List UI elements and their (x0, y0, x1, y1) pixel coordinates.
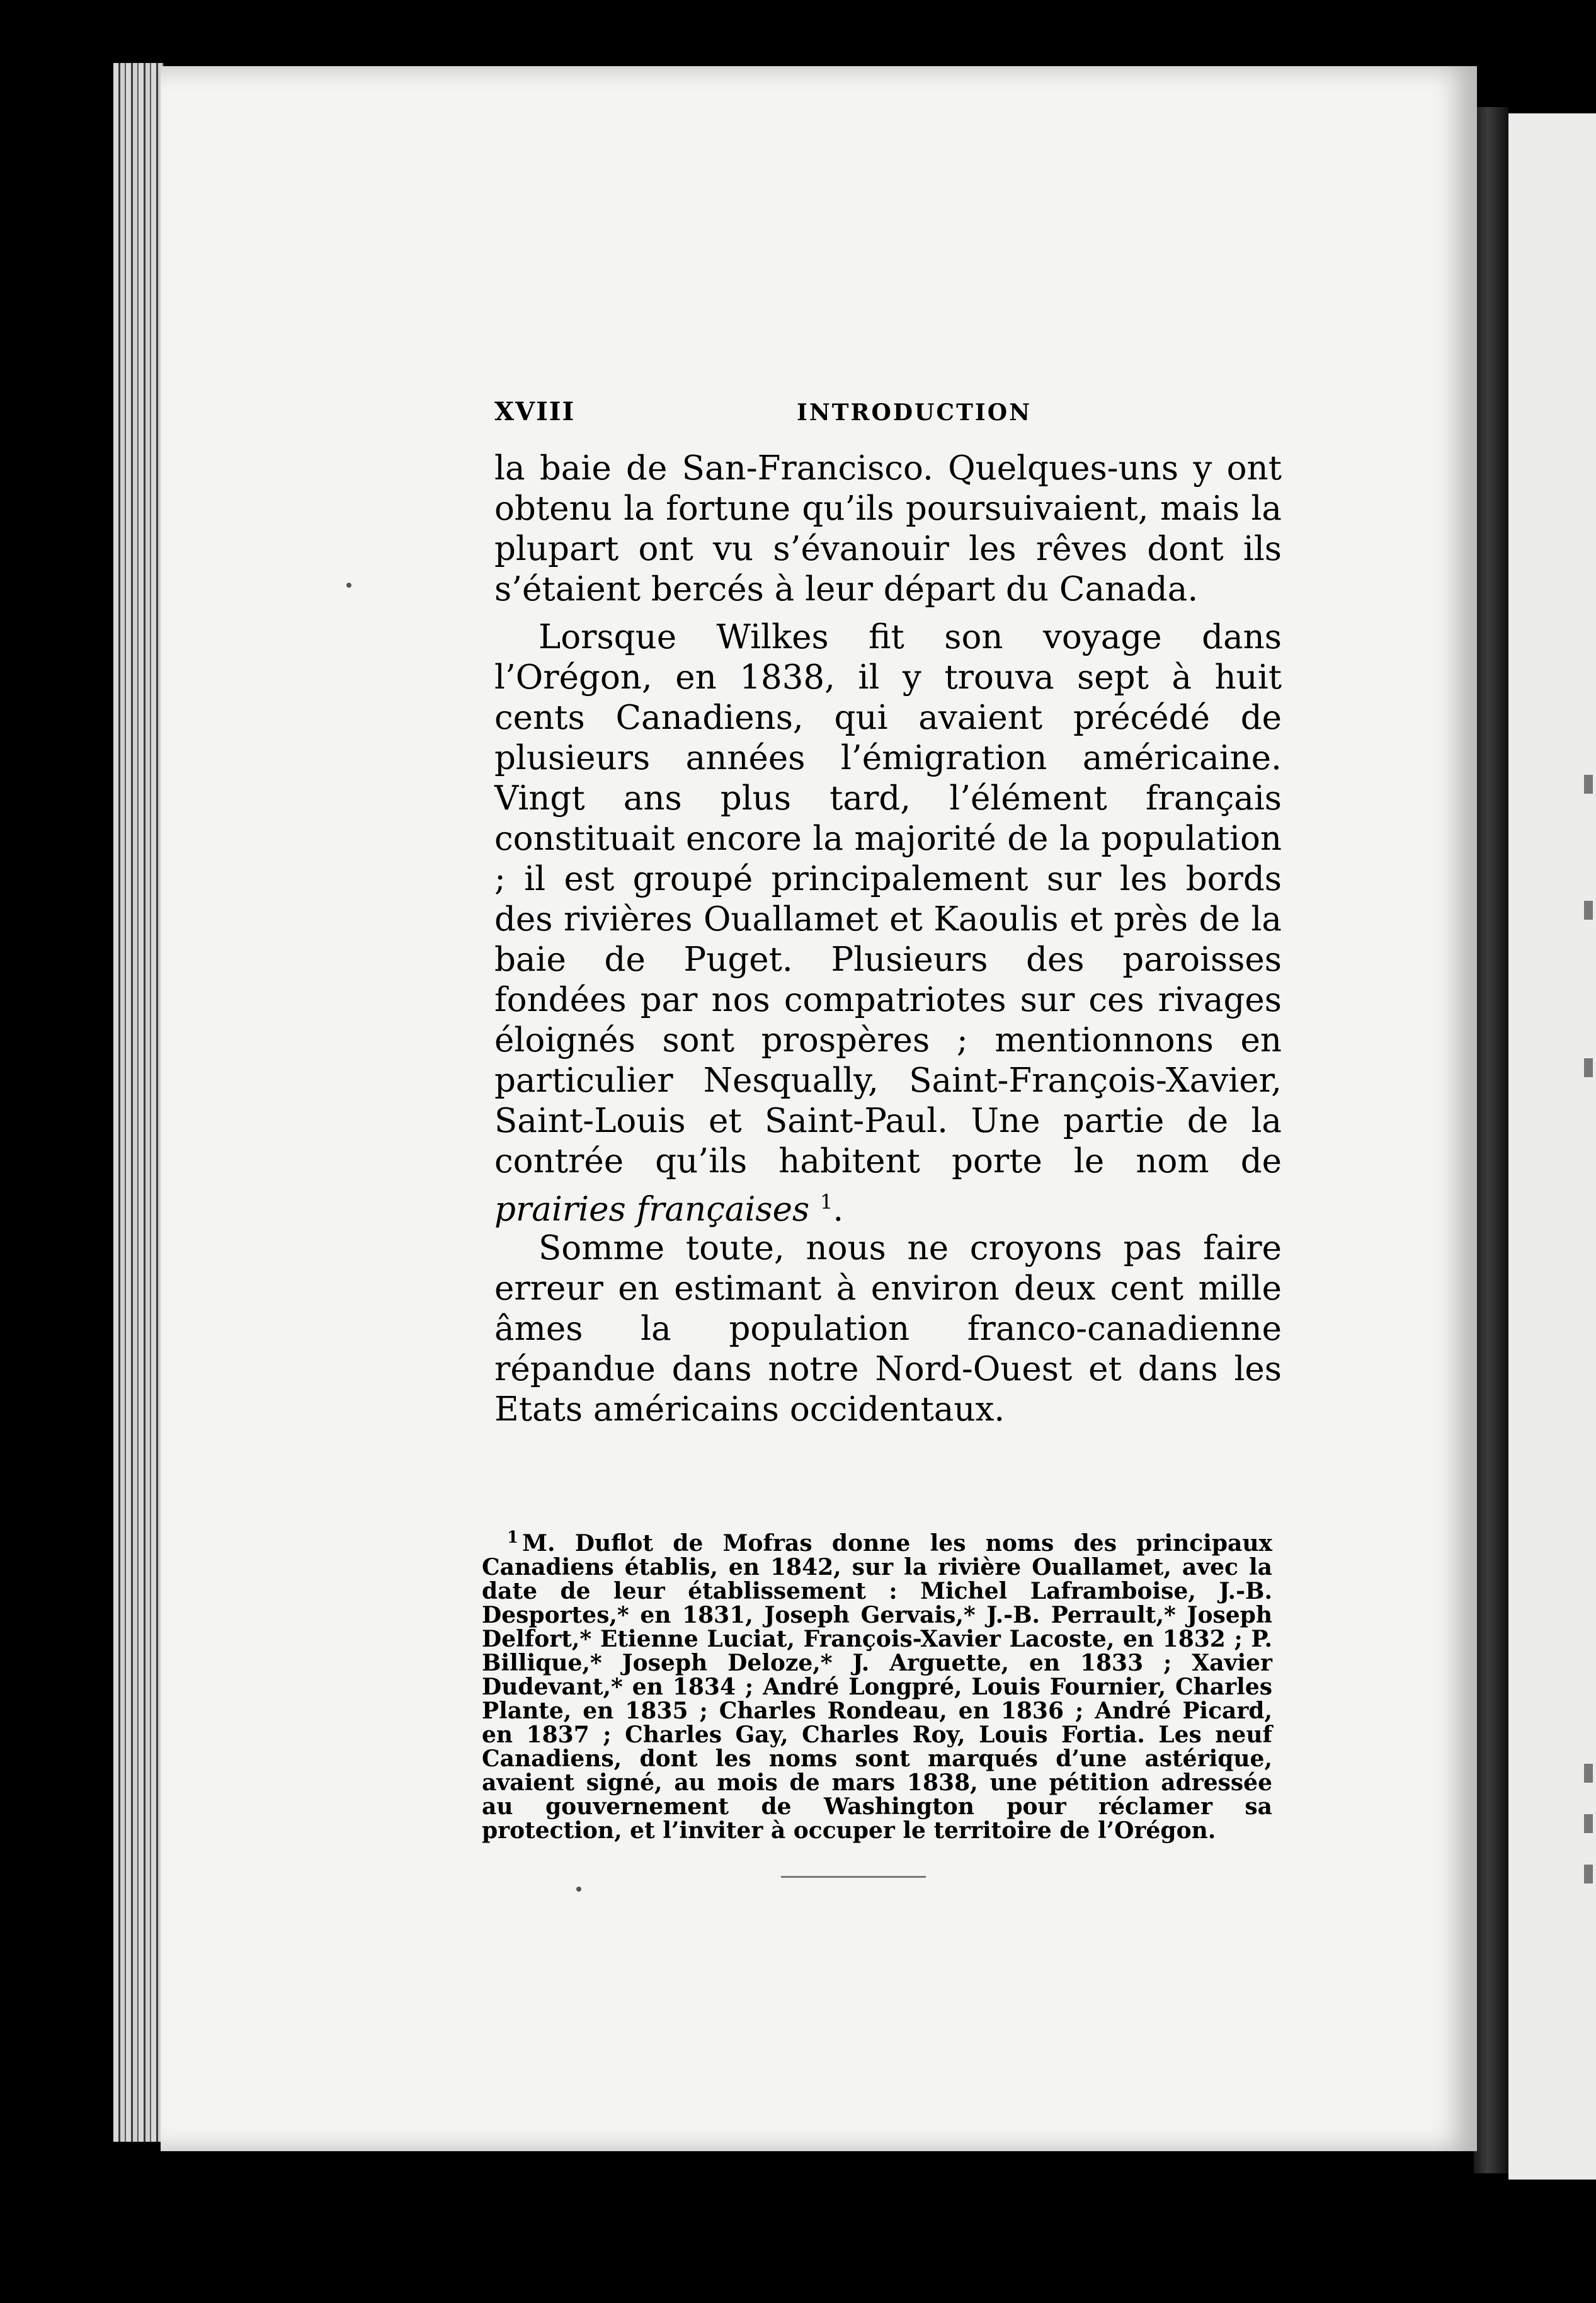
facing-page-glyph (1584, 1865, 1593, 1883)
main-text (494, 449, 1282, 1429)
paragraph-1: la baie de San-Francisco. Quelques-uns y ont obtenu la fortune qu’ils poursuivaient, mais la plupart ont vu s’évanouir les rêves dont ils s’étaient bercés à leur départ du Canada. (494, 449, 1282, 609)
paper-speck (576, 1887, 581, 1892)
footnote-end-rule (781, 1876, 926, 1878)
paragraph-2-text: Lorsque Wilkes fit son voyage dans l’Orégon, en 1838, il y trouva sept à huit cents Canadiens, qui avaient précédé de plusieurs années l’émigration américaine. Vingt ans plus tard, l’élément français constituait encore la majorité de la population ; il est groupé principalement sur les bords des rivières Ouallamet et Kaoulis et près de la baie de Puget. Plusieurs des paroisses fondées par nos compatriotes sur ces rivages éloignés sont prospères ; mentionnons en particulier Nesqually, Saint-François-Xavier, Saint-Louis et Saint-Paul. Une partie de la contrée qu’ils habitent porte le nom de (494, 618, 1282, 1180)
footnote-reference: 1 (820, 1190, 833, 1214)
page-number: XVIII (494, 397, 576, 426)
facing-page-glyph (1584, 775, 1593, 794)
paper-speck (346, 583, 351, 588)
facing-page-edge (1508, 113, 1596, 2180)
running-title: INTRODUCTION (797, 399, 1032, 426)
facing-page-glyph (1584, 1764, 1593, 1783)
footnote-body (482, 1526, 1272, 1843)
paragraph-2 (494, 617, 1282, 1230)
paragraph-3: Somme toute, nous ne croyons pas faire erreur en estimant à environ deux cent mille âmes la population franco-canadienne répandue dans notre Nord-Ouest et dans les Etats américains occidentaux. (494, 1229, 1282, 1429)
facing-page-glyph (1584, 1814, 1593, 1833)
footnote-marker: 1 (507, 1528, 519, 1547)
paragraph-2-italic: prairies françaises (494, 1190, 810, 1229)
footnote-text: M. Duflot de Mofras donne les noms des principaux Canadiens établis, en 1842, sur la rivière Ouallamet, avec la date de leur établissement : Michel Laframboise, J.-B. Desportes,* en 1831, Joseph Gervais,* J.-B. Perrault,* Joseph Delfort,* Etienne Luciat, François-Xavier Lacoste, en 1832 ; P. Billique,* Joseph Deloze,* J. Arguette, en 1833 ; Xavier Dudevant,* en 1834 ; André Longpré, Louis Fournier, Charles Plante, en 1835 ; Charles Rondeau, en 1836 ; André Picard, en 1837 ; Charles Gay, Charles Roy, Louis Fortia. Les neuf Canadiens, dont les noms sont marqués d’une astérique, avaient signé, au mois de mars 1838, une pétition adressée au gouvernement de Washington pour réclamer sa protection, et l’inviter à occuper le territoire de l’Orégon. (482, 1530, 1272, 1844)
facing-page-glyph (1584, 901, 1593, 920)
paragraph-2-end: . (833, 1190, 844, 1229)
page-header (494, 397, 1282, 435)
facing-page-glyph (1584, 1058, 1593, 1077)
footnote (482, 1526, 1272, 1843)
book-gutter-shadow (1474, 107, 1508, 2173)
book-page-edges (113, 63, 164, 2142)
